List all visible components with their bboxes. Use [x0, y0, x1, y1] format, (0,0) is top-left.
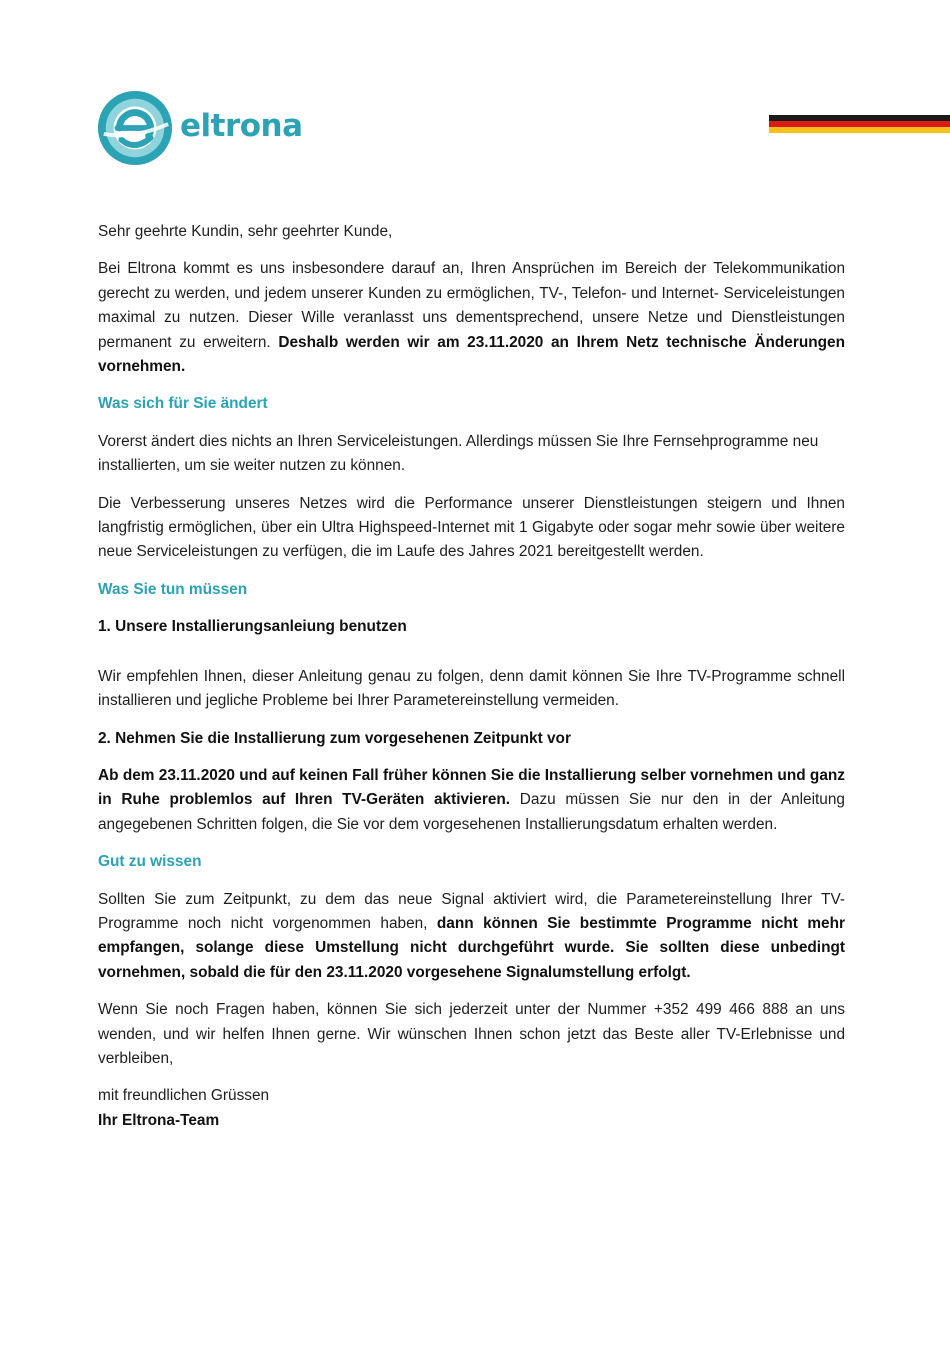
signature-text: Ihr Eltrona-Team — [98, 1111, 220, 1129]
step-2-text: Dazu müssen Sie nur den in der Anleitung angegebenen Schritten folgen, die Sie vor dem vorgesehenen Installierungsdatum erhalten werden. — [98, 791, 845, 833]
good-to-know-paragraph-2: Wenn Sie noch Fragen haben, können Sie sich jederzeit unter der Nummer +352 499 466 888 an uns wenden, und wir helfen Ihnen gerne. Wir wünschen Ihnen schon jetzt das Beste aller TV-Erlebnisse und verbleiben, — [98, 1001, 845, 1067]
intro-text: Bei Eltrona kommt es uns insbesondere darauf an, Ihren Ansprüchen im Bereich der Telekommunikation gerecht zu werden, und jedem unserer Kunden zu ermöglichen, TV-, Telefon- und Internet- Serviceleistungen maximal zu nutzen. Dieser Wille veranlasst uns dementsprechend, unsere Netze und Dienstleistungen permanent zu erweitern. — [98, 260, 845, 351]
step-1-title: 1. Unsere Installierungsanleiung benutzen — [98, 618, 407, 636]
step-2-title: 2. Nehmen Sie die Installierung zum vorgesehenen Zeitpunkt vor — [98, 729, 571, 747]
german-flag-icon — [769, 115, 950, 133]
good-to-know-paragraph-1 — [98, 888, 845, 986]
intro-bold-text: Deshalb werden wir am 23.11.2020 an Ihrem Netz technische Änderungen vornehmen. — [98, 333, 845, 376]
step-2-bold-text: Ab dem 23.11.2020 und auf keinen Fall früher können Sie die Installierung selber vornehmen und ganz in Ruhe problemlos auf Ihren TV-Geräten aktivieren. — [98, 766, 845, 809]
heading-what-to-do: Was Sie tun müssen — [98, 580, 248, 598]
eltrona-swirl-logo-icon — [96, 89, 174, 167]
brand-logo — [96, 88, 303, 168]
closing-line: mit freundlichen Grüssen — [98, 1087, 270, 1105]
brand-name: eltrona — [180, 108, 303, 144]
changes-paragraph-1: Vorerst ändert dies nichts an Ihren Serviceleistungen. Allerdings müssen Sie Ihre Fernsehprogramme neu installierten, um sie weiter nutzen zu können. — [98, 432, 819, 475]
salutation: Sehr geehrte Kundin, sehr geehrter Kunde, — [98, 223, 393, 240]
good-to-know-bold-text: dann können Sie bestimmte Programme nicht mehr empfangen, solange diese Umstellung nicht durchgeführt wurde. Sie sollten diese unbedingt vornehmen, sobald die für den 23.11.2020 vorgesehene Signalumstellung erfolgt. — [98, 914, 845, 981]
heading-what-changes: Was sich für Sie ändert — [98, 395, 268, 413]
step-1-text: Wir empfehlen Ihnen, dieser Anleitung genau zu folgen, denn damit können Sie Ihre TV-Programme schnell installieren und jegliche Probleme bei Ihrer Parametereinstellung vermeiden. — [98, 667, 845, 710]
intro-paragraph — [98, 257, 845, 379]
good-to-know-text: Sollten Sie zum Zeitpunkt, zu dem das neue Signal aktiviert wird, die Parametereinstellung Ihrer TV-Programme noch nicht vorgenommen haben, — [98, 890, 845, 932]
signature — [98, 1109, 845, 1133]
step-2-paragraph — [98, 764, 845, 837]
heading-good-to-know: Gut zu wissen — [98, 853, 202, 871]
letter-body — [98, 220, 845, 1146]
changes-paragraph-2: Die Verbesserung unseres Netzes wird die Performance unserer Dienstleistungen steigern und Ihnen langfristig ermöglichen, über ein Ultra Highspeed-Internet mit 1 Gigabyte oder sogar mehr sowie über weitere neue Serviceleistungen zu verfügen, die im Laufe des Jahres 2021 bereitgestellt werden. — [98, 494, 845, 561]
